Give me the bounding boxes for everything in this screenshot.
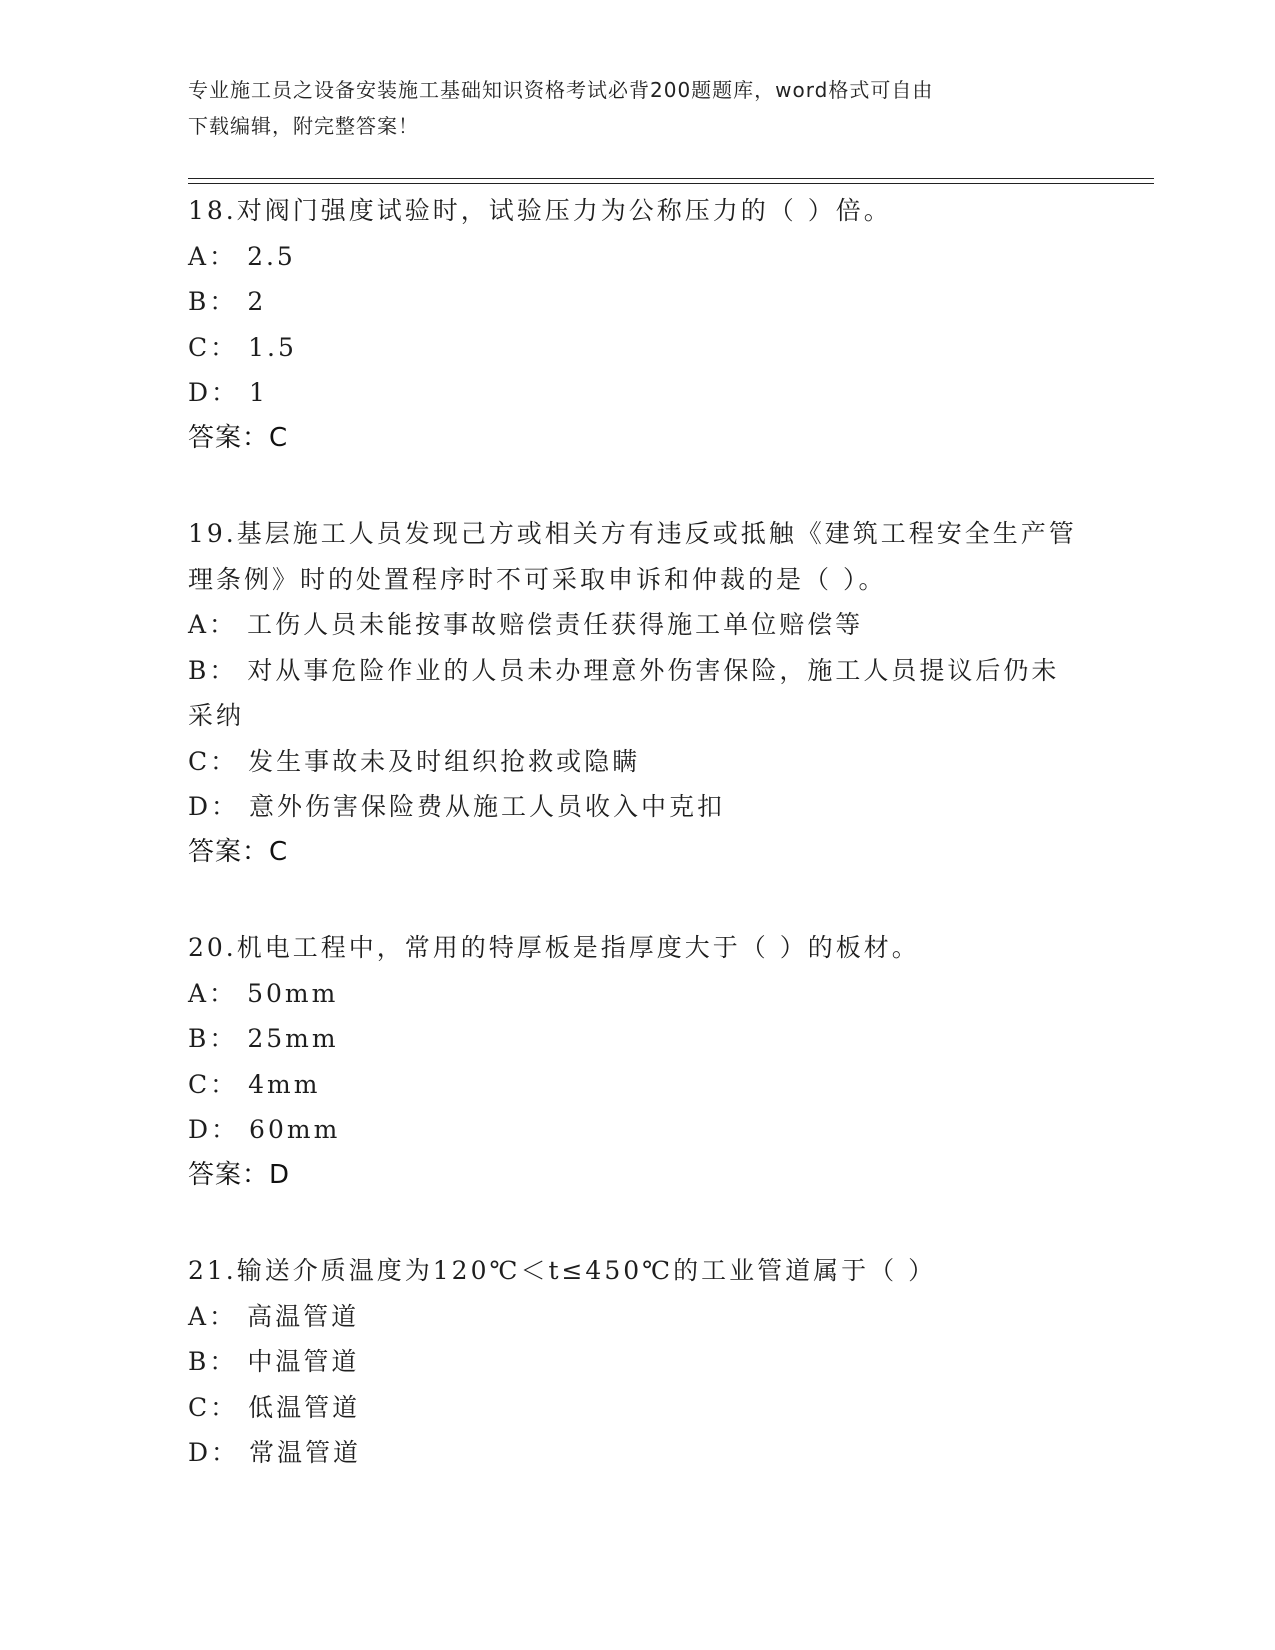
option-text: 50mm (247, 978, 339, 1008)
option-a (188, 602, 1078, 648)
option-key: D： (188, 1115, 240, 1144)
option-text: 25mm (247, 1024, 339, 1053)
option-text: 2.5 (247, 241, 296, 271)
option-b (188, 648, 1078, 739)
option-a (188, 234, 1078, 280)
question-19 (188, 511, 1078, 875)
header-line-1: 专业施工员之设备安装施工基础知识资格考试必背200题题库，word格式可自由 (188, 78, 934, 102)
option-c (188, 739, 1078, 785)
question-stem: 20.机电工程中，常用的特厚板是指厚度大于（ ）的板材。 (188, 933, 920, 962)
option-key: B： (188, 655, 238, 685)
question-stem: 18.对阀门强度试验时，试验压力为公称压力的（ ）倍。 (188, 196, 892, 225)
option-b (188, 1339, 1078, 1385)
option-text: 4mm (248, 1069, 321, 1099)
question-18 (188, 188, 1078, 461)
option-text: 低温管道 (248, 1392, 361, 1422)
option-a (188, 1294, 1078, 1340)
option-key: C： (188, 332, 239, 362)
option-key: A： (188, 610, 238, 639)
option-b (188, 279, 1078, 325)
option-c (188, 1062, 1078, 1108)
option-text: 发生事故未及时组织抢救或隐瞒 (248, 746, 641, 776)
answer-line: 答案：D (188, 1159, 291, 1190)
option-key: A： (188, 241, 238, 271)
answer-line: 答案：C (188, 422, 289, 453)
question-stem: 21.输送介质温度为120℃＜t≤450℃的工业管道属于（ ） (188, 1256, 937, 1285)
option-text: 常温管道 (249, 1438, 362, 1467)
question-stem: 19.基层施工人员发现己方或相关方有违反或抵触《建筑工程安全生产管理条例》时的处置程序时不可采取申诉和仲裁的是（ ）。 (188, 519, 1077, 594)
option-text: 1.5 (248, 332, 297, 362)
option-c (188, 325, 1078, 371)
document-header (188, 72, 1088, 144)
option-text: 60mm (249, 1115, 341, 1144)
option-key: C： (188, 746, 239, 776)
option-key: B： (188, 1024, 238, 1053)
option-key: A： (188, 978, 238, 1008)
option-text: 高温管道 (247, 1301, 360, 1331)
option-text: 工伤人员未能按事故赔偿责任获得施工单位赔偿等 (247, 610, 864, 639)
answer-line: 答案：C (188, 836, 289, 867)
question-21 (188, 1248, 1078, 1476)
option-key: A： (188, 1301, 238, 1331)
option-text: 1 (249, 378, 268, 407)
option-c (188, 1385, 1078, 1431)
option-d (188, 1430, 1078, 1476)
option-key: D： (188, 378, 240, 407)
option-key: B： (188, 287, 238, 316)
option-key: C： (188, 1392, 239, 1422)
option-text: 意外伤害保险费从施工人员收入中克扣 (249, 792, 726, 821)
option-b (188, 1016, 1078, 1062)
question-list (188, 188, 1078, 1526)
option-text: 对从事危险作业的人员未办理意外伤害保险，施工人员提议后仍未采纳 (188, 655, 1060, 730)
option-key: D： (188, 792, 240, 821)
option-d (188, 784, 1078, 830)
option-d (188, 1107, 1078, 1153)
header-double-rule (188, 178, 1154, 184)
option-key: C： (188, 1069, 239, 1099)
question-20 (188, 925, 1078, 1198)
option-text: 2 (247, 287, 267, 316)
option-key: D： (188, 1438, 240, 1467)
option-key: B： (188, 1347, 238, 1376)
option-a (188, 971, 1078, 1017)
option-d (188, 370, 1078, 416)
option-text: 中温管道 (247, 1347, 360, 1376)
header-line-2: 下载编辑，附完整答案！ (188, 114, 419, 138)
